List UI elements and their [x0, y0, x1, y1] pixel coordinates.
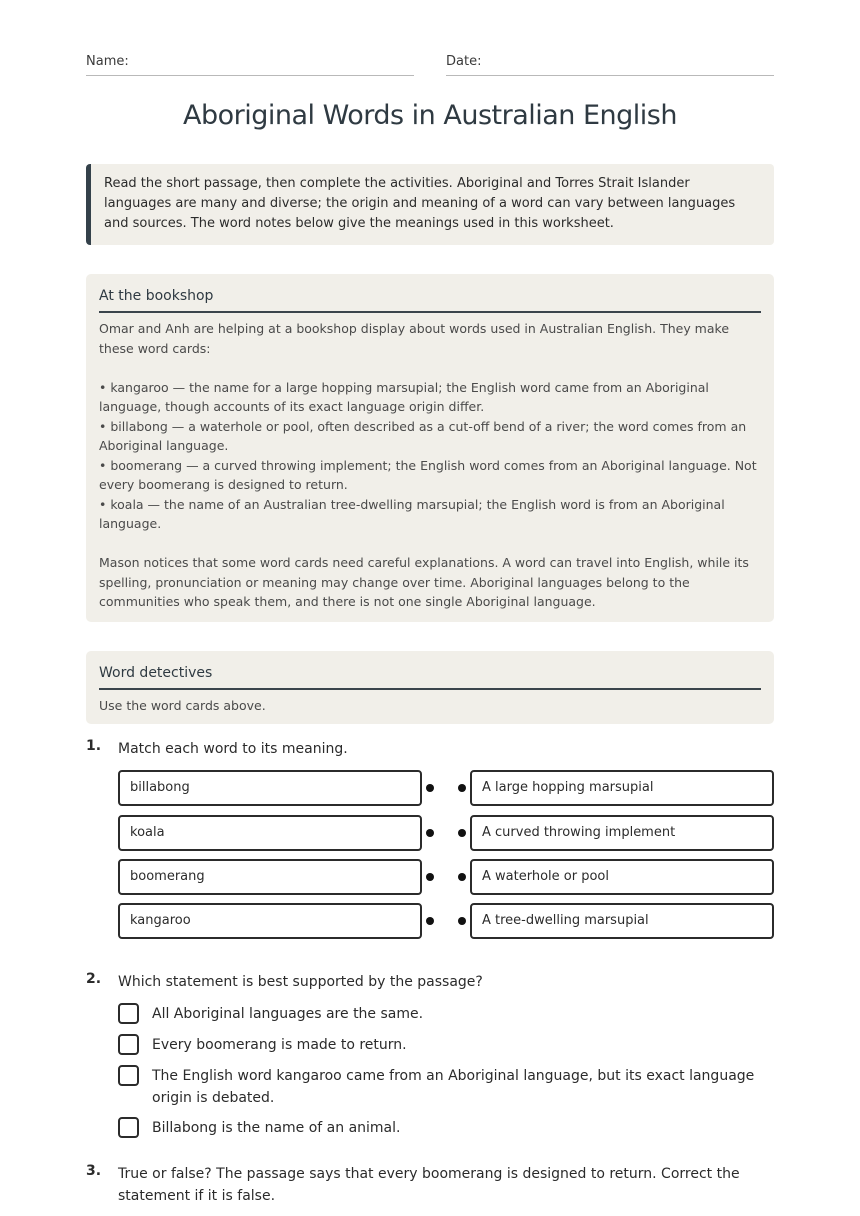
word-detectives-panel [86, 651, 774, 724]
option-label: All Aboriginal languages are the same. [152, 1006, 424, 1022]
worksheet-title: Aboriginal Words in Australian English [183, 100, 677, 131]
word-card-koala: • koala — the name of an Australian tree-dwelling marsupial; the English word is from an Aboriginal language. [99, 496, 725, 531]
match-meaning-box[interactable]: A tree-dwelling marsupial [470, 903, 774, 939]
match-meaning-box[interactable]: A large hopping marsupial [470, 770, 774, 806]
option-label: Every boomerang is made to return. [152, 1037, 407, 1053]
name-label: Name: [86, 54, 129, 69]
story-heading: At the bookshop [99, 274, 761, 313]
date-label: Date: [446, 54, 482, 69]
story-panel [86, 274, 774, 622]
match-dot[interactable] [458, 829, 466, 837]
question-number: 1. [86, 738, 102, 754]
question-text: True or false? The passage says that every boomerang is designed to return. Correct the statement if it is false. [118, 1166, 740, 1204]
name-field[interactable] [86, 54, 414, 76]
option-label: Billabong is the name of an animal. [152, 1120, 401, 1136]
match-dot[interactable] [426, 784, 434, 792]
match-dot[interactable] [458, 917, 466, 925]
word-card-kangaroo: • kangaroo — the name for a large hopping marsupial; the English word came from an Aboriginal language, though accounts of its exact language origin differ. [99, 379, 709, 414]
detectives-heading: Word detectives [99, 651, 761, 690]
match-meaning-box[interactable]: A waterhole or pool [470, 859, 774, 895]
question-number: 3. [86, 1163, 102, 1179]
detectives-instruction: Use the word cards above. [99, 698, 266, 713]
option-label: The English word kangaroo came from an Aboriginal language, but its exact language origin is debated. [152, 1068, 755, 1106]
match-dot[interactable] [458, 784, 466, 792]
question-text: Which statement is best supported by the passage? [118, 974, 483, 990]
match-dot[interactable] [426, 917, 434, 925]
date-field[interactable] [446, 54, 774, 76]
match-dot[interactable] [426, 873, 434, 881]
match-word-box[interactable]: billabong [118, 770, 422, 806]
match-dot[interactable] [426, 829, 434, 837]
intro-callout: Read the short passage, then complete the activities. Aboriginal and Torres Strait Islander languages are many and diverse; the origin and meaning of a word can vary between languages and sources. The word notes below give the meanings used in this worksheet. [86, 164, 774, 245]
option-checkbox[interactable] [118, 1065, 139, 1086]
word-card-billabong: • billabong — a waterhole or pool, often described as a cut-off bend of a river; the word comes from an Aboriginal language. [99, 418, 747, 453]
option-checkbox[interactable] [118, 1003, 139, 1024]
match-word-box[interactable]: kangaroo [118, 903, 422, 939]
match-dot[interactable] [458, 873, 466, 881]
question-text: Match each word to its meaning. [118, 741, 348, 757]
option-checkbox[interactable] [118, 1034, 139, 1055]
option-checkbox[interactable] [118, 1117, 139, 1138]
name-date-row [86, 54, 774, 76]
question-number: 2. [86, 971, 102, 987]
word-card-boomerang: • boomerang — a curved throwing implement; the English word comes from an Aboriginal language. Not every boomerang is designed to return. [99, 457, 757, 492]
story-paragraph: Mason notices that some word cards need careful explanations. A word can travel into English, while its spelling, pronunciation or meaning may change over time. Aboriginal languages belong to the communities who speak them, and there is not one single Aboriginal language. [99, 555, 749, 609]
story-paragraph: Omar and Anh are helping at a bookshop display about words used in Australian English. They make these word cards: [99, 321, 730, 356]
match-meaning-box[interactable]: A curved throwing implement [470, 815, 774, 851]
match-word-box[interactable]: boomerang [118, 859, 422, 895]
story-body [99, 313, 761, 612]
match-word-box[interactable]: koala [118, 815, 422, 851]
